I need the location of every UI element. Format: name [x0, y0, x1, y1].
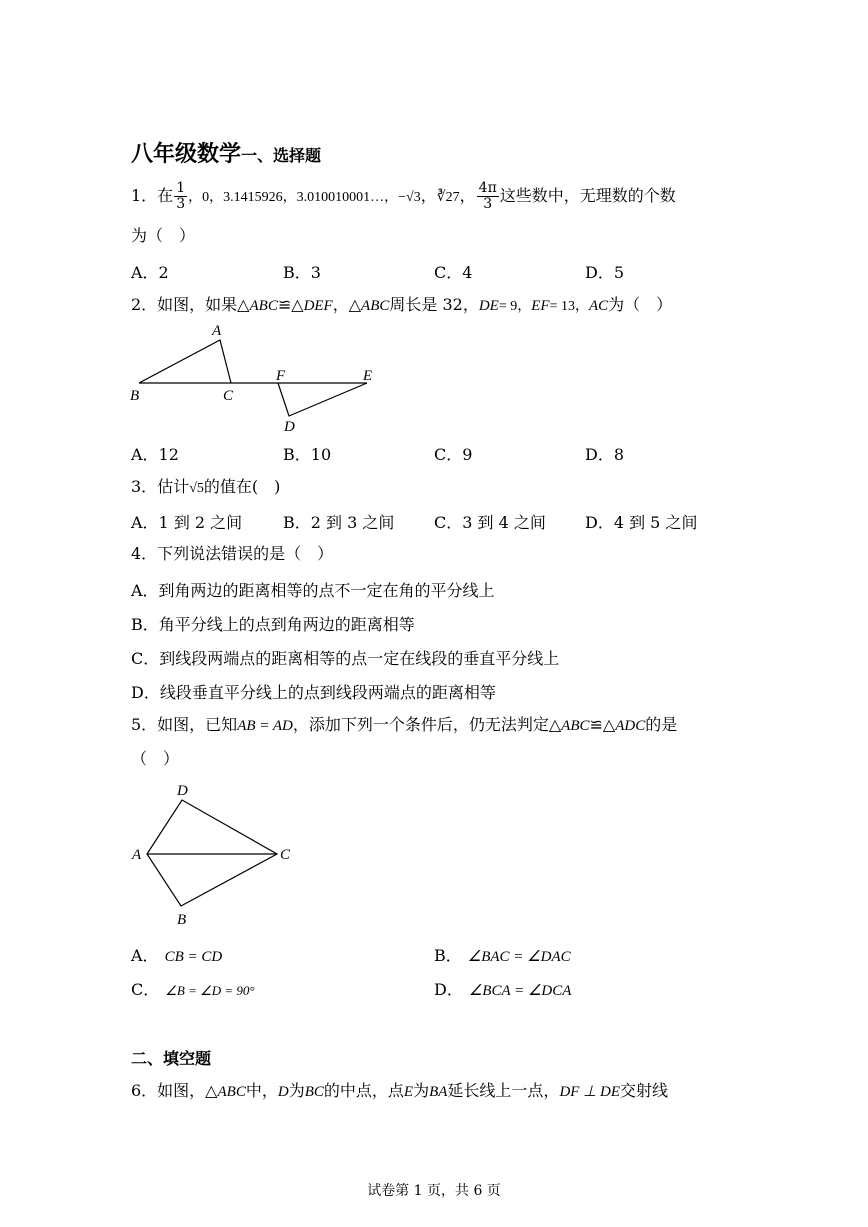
q2-m2: DEF	[303, 298, 333, 314]
q1-suffix: 这些数中，无理数的个数	[499, 186, 676, 205]
q5-option-a[interactable]	[131, 943, 222, 966]
q2-option-b[interactable]: B．10	[283, 445, 332, 464]
q5-m2: ABC	[561, 718, 590, 734]
q1-option-b[interactable]: B．3	[283, 263, 321, 282]
q1-frac2-num: 4π	[478, 180, 497, 196]
q3-text-a: 3．估计	[131, 477, 190, 496]
q1-items: ，0，3.1415926，3.010010001…，	[188, 190, 399, 205]
q3-option-d[interactable]: D．4 到 5 之间	[585, 513, 698, 532]
q6-text-g: 交射线	[620, 1081, 669, 1100]
q6-m6: DF ⊥ DE	[559, 1084, 620, 1100]
q1-option-d[interactable]: D．5	[585, 263, 625, 282]
q5-m3: ADC	[615, 718, 646, 734]
q5-line2: （ ）	[131, 749, 180, 768]
q3-option-a[interactable]: A．1 到 2 之间	[131, 513, 243, 532]
q3-option-c[interactable]: C．3 到 4 之间	[434, 513, 546, 532]
q1-option-c[interactable]: C．4	[434, 263, 473, 282]
q1-frac1-num: 1	[176, 180, 186, 196]
q5-option-a-text: CB = CD	[164, 949, 223, 965]
q2-m4: DE	[478, 298, 499, 314]
q2-triangle-def	[278, 383, 367, 416]
q1-neg-sqrt: −√3	[398, 190, 421, 205]
q5-option-c[interactable]	[131, 977, 255, 1000]
q4-option-b[interactable]: B．角平分线上的点到角两边的距离相等	[131, 615, 415, 634]
q5-option-a-letter: A．	[131, 946, 159, 965]
q4-option-c[interactable]: C．到线段两端点的距离相等的点一定在线段的垂直平分线上	[131, 649, 560, 668]
q1-sep1: ，	[420, 186, 437, 205]
page-title	[131, 137, 321, 168]
q2-label-b: B	[130, 388, 140, 404]
q2-option-a[interactable]: A．12	[131, 445, 179, 464]
q3-text-b: 的值在( )	[203, 477, 281, 496]
q1-frac1-den: 3	[176, 196, 186, 212]
q6-m5: BA	[429, 1084, 448, 1100]
question-3	[131, 476, 280, 500]
q2-m3: ABC	[361, 298, 390, 314]
question-4: 4．下列说法错误的是（ ）	[131, 544, 334, 563]
q2-option-c[interactable]: C．9	[434, 445, 473, 464]
q5-m1: AB = AD	[237, 718, 293, 734]
q6-text-c: 为	[288, 1081, 305, 1100]
q5-option-d-text: ∠BCA = ∠DCA	[468, 983, 572, 999]
q1-prefix: 1．在	[131, 186, 174, 205]
q6-text-b: 中，	[245, 1081, 278, 1100]
q5-text-a: 5．如图，已知	[131, 715, 238, 734]
q2-figure	[125, 318, 395, 438]
q2-m6: AC	[588, 298, 609, 314]
q1-cbrt: ∛27	[436, 190, 460, 205]
q5-option-b-text: ∠BAC = ∠DAC	[467, 949, 571, 965]
q2-text-d: 周长是 32，	[389, 295, 479, 314]
q2-text-a: 2．如图，如果△	[131, 295, 250, 314]
q2-triangle-abc	[139, 340, 231, 383]
q1-option-a[interactable]: A．2	[131, 263, 169, 282]
q6-text-f: 延长线上一点，	[447, 1081, 560, 1100]
q1-line2: 为（ ）	[131, 226, 196, 245]
q2-label-d: D	[284, 419, 295, 435]
q2-option-d[interactable]: D．8	[585, 445, 625, 464]
question-1	[131, 181, 676, 212]
q2-label-c: C	[223, 388, 234, 404]
q2-text-c: ，△	[332, 295, 362, 314]
q2-label-e: E	[363, 368, 373, 384]
q6-text-a: 6．如图，△	[131, 1081, 218, 1100]
q1-sep2: ，	[459, 186, 476, 205]
q3-option-b[interactable]: B．2 到 3 之间	[283, 513, 395, 532]
q6-m1: ABC	[217, 1084, 246, 1100]
q5-text-c: ≌△	[589, 715, 616, 734]
q2-m5: EF	[531, 298, 550, 314]
q2-text-b: ≌△	[277, 295, 304, 314]
q5-option-b-letter: B．	[434, 946, 462, 965]
q2-m1: ABC	[249, 298, 278, 314]
q1-fraction-2	[477, 181, 499, 212]
q5-option-d[interactable]	[434, 977, 571, 1000]
section-1-heading: 一、选择题	[241, 146, 322, 165]
q3-sqrt: √5	[189, 481, 204, 496]
q5-option-c-letter: C．	[131, 980, 160, 999]
q5-label-a: A	[132, 847, 142, 863]
q5-label-d: D	[177, 783, 188, 799]
q4-option-d[interactable]: D．线段垂直平分线上的点到线段两端点的距离相等	[131, 683, 496, 702]
question-5	[131, 714, 677, 737]
q4-option-a[interactable]: A．到角两边的距离相等的点不一定在角的平分线上	[131, 581, 495, 600]
q6-text-e: 为	[413, 1081, 430, 1100]
q5-option-d-letter: D．	[434, 980, 463, 999]
q5-option-b[interactable]	[434, 943, 571, 966]
q2-text-f: = 13，	[549, 299, 589, 314]
q5-label-c: C	[280, 847, 291, 863]
q5-quadrilateral	[147, 800, 277, 906]
page-footer: 试卷第 1 页，共 6 页	[367, 1183, 501, 1199]
q2-text-e: = 9，	[498, 299, 532, 314]
q1-fraction-1	[174, 181, 187, 212]
q2-label-a: A	[212, 323, 222, 339]
q6-m4: E	[403, 1084, 414, 1100]
question-2	[131, 294, 672, 318]
exam-title: 八年级数学	[131, 142, 242, 167]
q6-m2: D	[277, 1084, 289, 1100]
q5-option-c-text: ∠B = ∠D = 90°	[165, 983, 255, 998]
q5-label-b: B	[177, 912, 187, 928]
q6-text-d: 的中点，点	[323, 1081, 404, 1100]
question-6	[131, 1080, 668, 1103]
q2-text-g: 为（ ）	[608, 295, 673, 314]
q2-label-f: F	[276, 368, 286, 384]
q5-figure	[125, 778, 305, 933]
q1-frac2-den: 3	[483, 196, 493, 212]
q5-text-d: 的是	[645, 715, 678, 734]
q5-text-b: ，添加下列一个条件后，仍无法判定△	[292, 715, 562, 734]
q6-m3: BC	[304, 1084, 324, 1100]
section-2-heading: 二、填空题	[131, 1049, 212, 1068]
